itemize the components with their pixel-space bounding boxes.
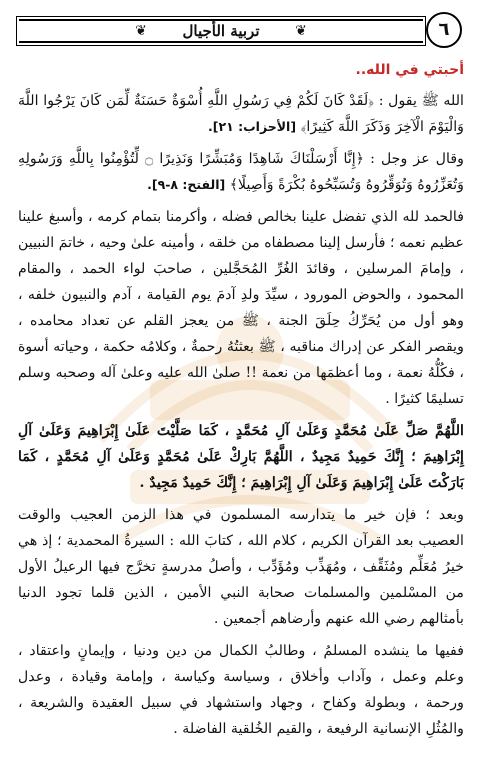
- paragraph-salawat: اللَّهُمَّ صَلِّ عَلَىٰ مُحَمَّدٍ وَعَلَىٰ آلِ مُحَمَّدٍ ، كَمَا صَلَّيْتَ عَلَىٰ إِبْرَاهِيمَ وَعَلَىٰ آلِ إِبْرَاهِيمَ ؛ إِنَّكَ حَمِيدٌ مَجِيدٌ ، اللَّهُمَّ بَارِكْ عَلَىٰ مُحَمَّدٍ وَعَلَىٰ آلِ مُحَمَّدٍ ، كَمَا بَارَكْتَ عَلَىٰ إِبْرَاهِيمَ وَعَلَىٰ آلِ إِبْرَاهِيمَ ؛ إِنَّكَ حَمِيدٌ مَجِيدٌ .: [18, 423, 464, 491]
- ornament-icon: ❦: [295, 23, 307, 39]
- page-body: [18, 62, 464, 748]
- page-number: ٦: [426, 12, 462, 48]
- header-title-banner: [16, 16, 426, 46]
- paragraph-verse-ahzab: [18, 88, 464, 140]
- paragraph-seerah-content: ففيها ما ينشده المسلمُ ، وطالبُ الكمال من دين ودنيا ، وإيمانٍ واعتقاد ، وعلم وعمل ، وآداب وأخلاق ، وسياسة وكياسة ، وإمامة وقيادة ، وعدل ورحمة ، وبطولة وكفاح ، وجهاد واستشهاد في سبيل العقيدة والشريعة ، والمُثُلِ الإنسانية الرفيعة ، والقيم الخُلقية الفاضلة .: [18, 643, 464, 737]
- book-title: تربية الأجيال: [182, 22, 260, 40]
- verse-citation: [الأحزاب: ٢١].: [208, 119, 297, 134]
- verse-intro: الله ﷺ يقول :: [374, 93, 464, 109]
- banner-stripe: [19, 19, 423, 21]
- paragraph-praise: فالحمد لله الذي تفضل علينا بخالص فضله ، وأكرمنا بتمام كرمه ، وأسبغ علينا عظيم نعمه ؛ فأرسل إلينا مصطفاه من خلقه ، وأمينه علىٰ وحيه ، خاتمَ النبيين ، وإمامَ المرسلين ، وقائدَ الغُرِّ المُحَجَّلين ، صاحبَ لواء الحمد ، والمقام المحمود ، والحوض المورود ، سيِّدَ ولدِ آدمَ يوم القيامة ، آدم والنبيون خلفه ، وهو أول من يُحَرِّكُ حِلَقَ الجنة ، ﷺ من يعجز القلم عن تعداد محامده ، ويقصر الفكر عن إدراك مناقبه ، ﷺ بعثتُهُ رحمةٌ ، وكلامُه حكمة ، وحياته أسوة ، فكُلُّهُ نعمة ، وما أعظمَها من نعمة !! صلىٰ الله عليه وعلىٰ آله وصحبه وسلم تسليمًا كثيرًا .: [18, 209, 464, 407]
- quran-verse: ﴿لَقَدْ كَانَ لَكُمْ فِي رَسُولِ اللَّهِ أُسْوَةٌ حَسَنَةٌ لِّمَن كَانَ يَرْجُوا اللَّهَ وَالْيَوْمَ الْآخِرَ وَذَكَرَ اللَّهَ كَثِيرًا﴾: [18, 93, 464, 135]
- greeting-heading: أحبتي في الله..: [355, 62, 464, 78]
- verse-intro: وقال عز وجل :: [364, 151, 464, 167]
- paragraph-seerah-intro: وبعد ؛ فإن خير ما يتدارسه المسلمون في هذا الزمن العجيب والوقت العصيب بعد القرآن الكريم ، كلام الله ، كتابَ الله : السيرةُ المحمدية ؛ إذ هي خيرُ مُعَلِّم ومُثَقِّف ، ومُهَذِّب ومُؤَدِّب ، وأصلُ مدرسةٍ تخرَّج فيها الرعيلُ الأول من المسْلمين والمسلمات صحابة النبي الأمين ، الذين قلما تجود الدنيا بأمثالهم رضي الله عنهم وأرضاهم أجمعين .: [18, 507, 464, 627]
- banner-stripe: [19, 41, 423, 43]
- page-header: [16, 12, 462, 50]
- ornament-icon: ❦: [135, 23, 147, 39]
- paragraph-verse-fath: [18, 146, 464, 198]
- verse-citation: [الفتح: ٨-٩].: [147, 177, 226, 192]
- quran-verse: ﴿إِنَّا أَرْسَلْنَاكَ شَاهِدًا وَمُبَشِّرًا وَنَذِيرًا ۝ لِّتُؤْمِنُوا بِاللَّهِ وَرَسُولِهِ وَتُعَزِّرُوهُ وَتُوَقِّرُوهُ وَتُسَبِّحُوهُ بُكْرَةً وَأَصِيلًا﴾: [18, 151, 464, 193]
